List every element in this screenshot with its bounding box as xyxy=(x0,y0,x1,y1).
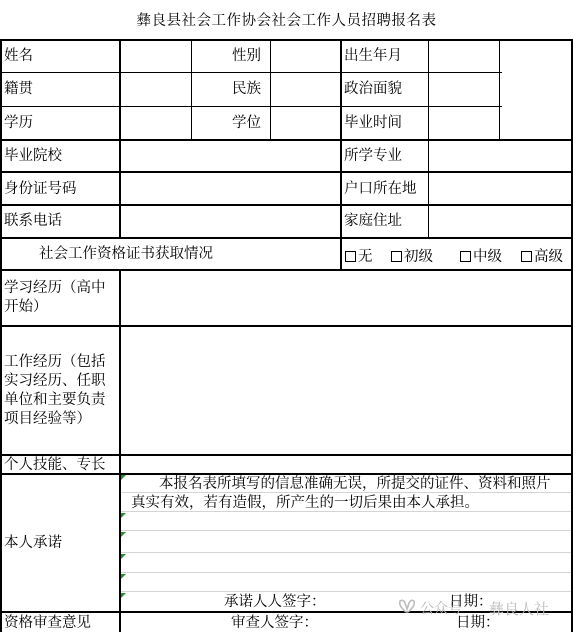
checkbox-icon[interactable] xyxy=(391,251,402,262)
rule xyxy=(119,39,121,238)
label-id-number: 身份证号码 xyxy=(4,181,77,197)
rule xyxy=(270,39,271,139)
label-gender: 性别 xyxy=(232,48,261,64)
label-degree: 学位 xyxy=(232,115,261,131)
gridline xyxy=(121,572,571,573)
label-political-status: 政治面貌 xyxy=(344,81,402,97)
label-major: 所学专业 xyxy=(344,148,402,164)
label-home-address: 家庭住址 xyxy=(344,213,402,229)
label-household: 户口所在地 xyxy=(344,181,417,197)
cell-marker-icon xyxy=(121,574,126,579)
review-signature-label: 审查人签字： xyxy=(231,615,318,631)
rule xyxy=(0,204,573,206)
wechat-channel-icon xyxy=(398,598,416,614)
label-pledge: 本人承诺 xyxy=(4,535,62,551)
checkbox-icon[interactable] xyxy=(345,251,356,262)
label-phone: 联系电话 xyxy=(4,213,62,229)
pledge-text-line2: 真实有效，若有造假，所产生的一切后果由本人承担。 xyxy=(131,495,479,511)
label-name: 姓名 xyxy=(4,48,33,64)
label-birth: 出生年月 xyxy=(344,48,402,64)
cell-marker-icon xyxy=(121,554,126,559)
label-work: 工作经历（包括实习经历、任职单位和主要负责项目经验等） xyxy=(4,354,106,427)
rule xyxy=(191,39,192,139)
rule xyxy=(499,39,500,139)
rule xyxy=(0,39,2,632)
rule xyxy=(0,611,573,613)
gridline xyxy=(121,552,571,553)
checkbox-icon[interactable] xyxy=(521,251,532,262)
label-native-place: 籍贯 xyxy=(4,81,33,97)
cell-marker-icon xyxy=(121,513,126,518)
rule xyxy=(0,237,573,239)
rule xyxy=(0,106,502,107)
option-senior[interactable]: 高级 xyxy=(521,245,563,266)
gridline xyxy=(121,511,571,512)
rule xyxy=(0,72,502,73)
pledge-text-line1: 本报名表所填写的信息准确无误，所提交的证件、资料和照片 xyxy=(159,476,551,492)
rule xyxy=(0,454,573,456)
gridline xyxy=(121,591,571,592)
pledge-signature-label: 承诺人人签字： xyxy=(224,594,326,610)
label-certificate: 社会工作资格证书获取情况 xyxy=(39,246,213,262)
gridline xyxy=(121,492,571,493)
review-date-label: 日期： xyxy=(456,615,500,631)
checkbox-icon[interactable] xyxy=(460,251,471,262)
label-education: 学历 xyxy=(4,115,33,131)
cell-marker-icon xyxy=(121,593,126,598)
rule xyxy=(0,325,573,327)
rule xyxy=(0,139,573,141)
cell-marker-icon xyxy=(121,532,126,537)
option-junior[interactable]: 初级 xyxy=(391,245,433,266)
label-study: 学习经历（高中开始） xyxy=(4,280,106,315)
rule xyxy=(0,39,573,41)
rule xyxy=(0,269,573,271)
pledge-date-label: 日期： xyxy=(449,594,493,610)
option-none[interactable]: 无 xyxy=(345,245,373,266)
label-ethnicity: 民族 xyxy=(232,81,261,97)
rule xyxy=(0,473,573,475)
label-review: 资格审查意见 xyxy=(4,615,91,631)
gridline xyxy=(121,530,571,531)
watermark-text: 公众号 xyxy=(420,601,462,617)
rule xyxy=(428,39,429,237)
watermark-account: 彝良人社 xyxy=(489,600,550,618)
option-intermediate[interactable]: 中级 xyxy=(460,245,502,266)
rule xyxy=(0,171,573,173)
form-title: 彝良县社会工作协会社会工作人员招聘报名表 xyxy=(136,13,437,29)
label-graduation-time: 毕业时间 xyxy=(344,115,402,131)
rule xyxy=(340,39,342,270)
cell-marker-icon xyxy=(121,475,126,480)
label-skills: 个人技能、专长 xyxy=(4,457,106,473)
label-school: 毕业院校 xyxy=(4,148,62,164)
